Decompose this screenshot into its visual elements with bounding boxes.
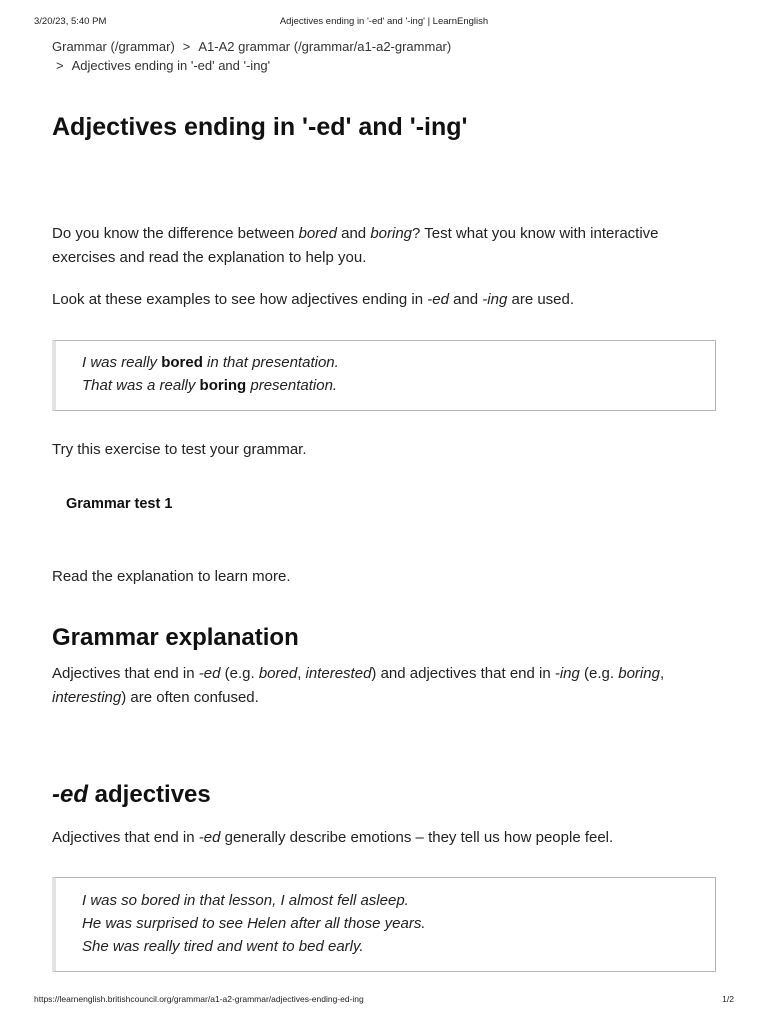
print-date: 3/20/23, 5:40 PM [34, 16, 107, 27]
page-number: 1/2 [722, 994, 734, 1004]
print-footer [34, 994, 734, 1006]
try-exercise-text: Try this exercise to test your grammar. [52, 441, 307, 458]
example-sentence: I was so bored in that lesson, I almost fell asleep. [82, 892, 409, 909]
ed-adjectives-heading: -ed adjectives [52, 781, 211, 808]
breadcrumb-a1-a2-link[interactable]: A1-A2 grammar (/grammar/a1-a2-grammar) [198, 39, 452, 54]
breadcrumb-current: Adjectives ending in '-ed' and '-ing' [71, 58, 271, 73]
example-box-ed-adjectives [52, 877, 716, 972]
example-sentence: I was really bored in that presentation. [82, 354, 339, 371]
read-explanation-text: Read the explanation to learn more. [52, 568, 291, 585]
breadcrumb-separator: > [56, 58, 64, 73]
print-url: https://learnenglish.britishcouncil.org/grammar/a1-a2-grammar/adjectives-ending-ed-ing [34, 994, 364, 1004]
example-sentence: He was surprised to see Helen after all those years. [82, 915, 426, 932]
example-box-bored-boring [52, 340, 716, 411]
example-sentence: That was a really boring presentation. [82, 377, 338, 394]
explanation-paragraph: Adjectives that end in -ed (e.g. bored, interested) and adjectives that end in -ing (e.g. boring, interesting) are often confused. [52, 665, 665, 706]
grammar-test-1-link[interactable]: Grammar test 1 [66, 496, 173, 512]
breadcrumb-separator: > [182, 39, 191, 54]
intro-paragraph: Do you know the difference between bored and boring? Test what you know with interactive exercises and read the explanation to help you. [52, 225, 659, 266]
print-header [34, 16, 734, 30]
breadcrumb [52, 37, 451, 75]
example-sentence: She was really tired and went to bed early. [82, 938, 364, 955]
breadcrumb-grammar-link[interactable]: Grammar (/grammar) [52, 39, 175, 54]
ed-adjectives-description: Adjectives that end in -ed generally describe emotions – they tell us how people feel. [52, 829, 614, 846]
examples-intro: Look at these examples to see how adjectives ending in -ed and -ing are used. [52, 291, 575, 308]
print-page-title: Adjectives ending in '-ed' and '-ing' | LearnEnglish [279, 16, 489, 27]
page-title: Adjectives ending in '-ed' and '-ing' [52, 113, 468, 141]
grammar-explanation-heading: Grammar explanation [52, 624, 299, 651]
